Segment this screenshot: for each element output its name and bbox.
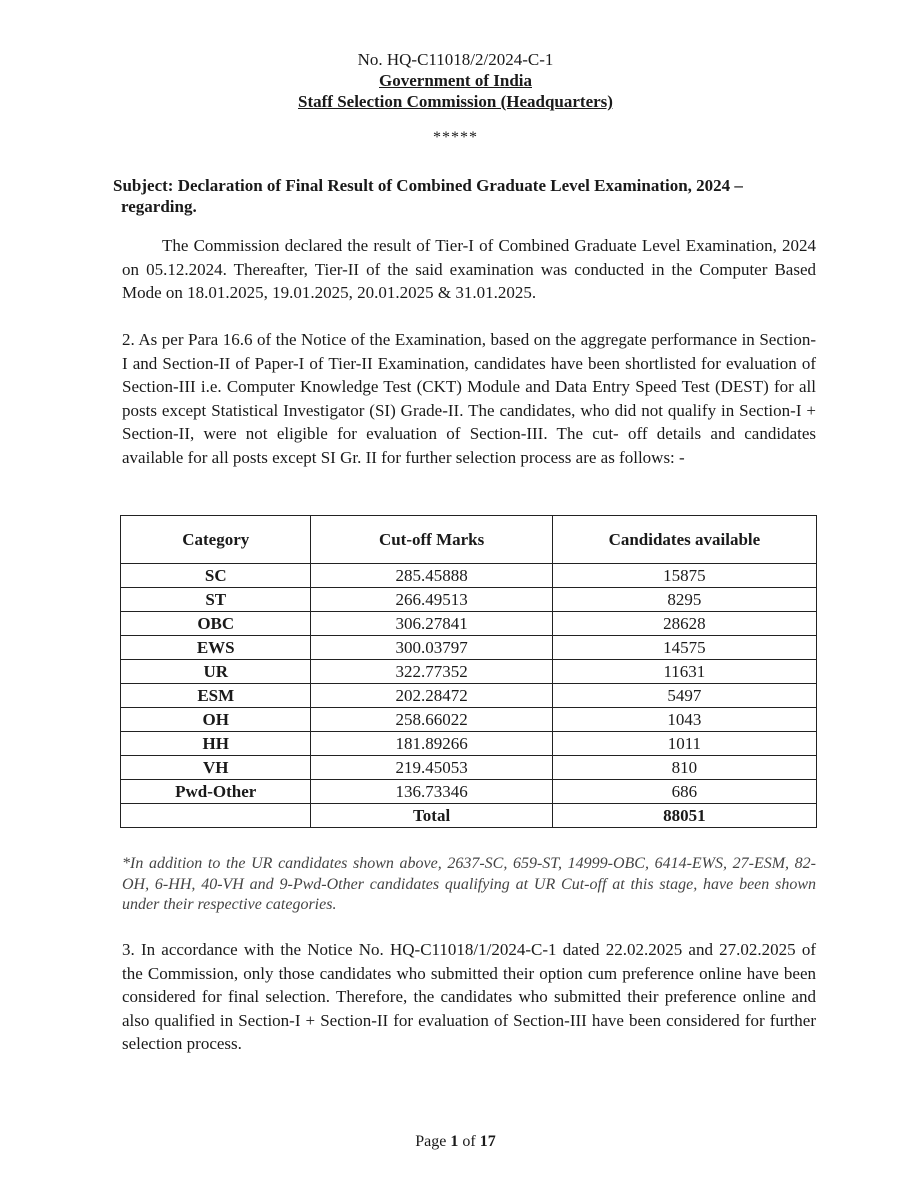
candidates-cell: 810 (552, 756, 816, 780)
subject-line-1: Subject: Declaration of Final Result of Combined Graduate Level Examination, 2024 – (113, 176, 743, 195)
candidates-cell: 5497 (552, 684, 816, 708)
total-empty-cell (121, 804, 311, 828)
table-row (121, 660, 817, 684)
candidates-cell: 1043 (552, 708, 816, 732)
reference-number: No. HQ-C11018/2/2024-C-1 (357, 50, 554, 69)
cutoff-cell: 322.77352 (311, 660, 552, 684)
page-total: 17 (479, 1133, 496, 1150)
category-cell: OH (121, 708, 311, 732)
table-row (121, 588, 817, 612)
cutoff-table (120, 515, 817, 828)
subject-line-2: regarding. (121, 197, 197, 216)
page-of: of (462, 1133, 476, 1150)
footnote: *In addition to the UR candidates shown above, 2637-SC, 659-ST, 14999-OBC, 6414-EWS, 27-ESM, 82-OH, 6-HH, 40-VH and 9-Pwd-Other candidates qualifying at UR Cut-off at this stage, have been shown under their respective categories. (122, 855, 816, 913)
cutoff-cell: 181.89266 (311, 732, 552, 756)
cutoff-cell: 285.45888 (311, 564, 552, 588)
category-cell: OBC (121, 612, 311, 636)
cutoff-cell: 219.45053 (311, 756, 552, 780)
header-category: Category (121, 516, 311, 564)
paragraph-1: The Commission declared the result of Tier-I of Combined Graduate Level Examination, 2024 on 05.12.2024. Thereafter, Tier-II of the said examination was conducted in the Computer Based Mode on 18.01.2025, 19.01.2025, 20.01.2025 & 31.01.2025. (122, 236, 816, 302)
cutoff-cell: 202.28472 (311, 684, 552, 708)
category-cell: ESM (121, 684, 311, 708)
commission-heading: Staff Selection Commission (Headquarters) (298, 92, 613, 111)
cutoff-cell: 266.49513 (311, 588, 552, 612)
candidates-cell: 686 (552, 780, 816, 804)
table-row (121, 636, 817, 660)
header-candidates-available: Candidates available (552, 516, 816, 564)
table-row (121, 708, 817, 732)
table-row (121, 564, 817, 588)
table-row (121, 612, 817, 636)
candidates-cell: 11631 (552, 660, 816, 684)
category-cell: EWS (121, 636, 311, 660)
category-cell: UR (121, 660, 311, 684)
table-row (121, 684, 817, 708)
subject-line (113, 175, 819, 217)
candidates-cell: 8295 (552, 588, 816, 612)
page-current: 1 (450, 1133, 459, 1150)
government-heading: Government of India (379, 71, 532, 90)
candidates-cell: 15875 (552, 564, 816, 588)
total-value-cell: 88051 (552, 804, 816, 828)
cutoff-cell: 136.73346 (311, 780, 552, 804)
separator-stars: ***** (433, 129, 478, 146)
cutoff-cell: 258.66022 (311, 708, 552, 732)
table-row (121, 732, 817, 756)
paragraph-3: 3. In accordance with the Notice No. HQ-C11018/1/2024-C-1 dated 22.02.2025 and 27.02.2025 of the Commission, only those candidates who submitted their option cum preference online have been considered for final selection. Therefore, the candidates who submitted their preference online and also qualified in Section-I + Section-II for evaluation of Section-III have been considered for further selection process. (122, 940, 816, 1053)
cutoff-cell: 300.03797 (311, 636, 552, 660)
category-cell: SC (121, 564, 311, 588)
candidates-cell: 28628 (552, 612, 816, 636)
table-header-row (121, 516, 817, 564)
table-total-row (121, 804, 817, 828)
header-cutoff-marks: Cut-off Marks (311, 516, 552, 564)
total-label-cell: Total (311, 804, 552, 828)
table-row (121, 780, 817, 804)
candidates-cell: 1011 (552, 732, 816, 756)
paragraph-2: 2. As per Para 16.6 of the Notice of the Examination, based on the aggregate performance in Section-I and Section-II of Paper-I of Tier-II Examination, candidates have been shortlisted for evaluation of Section-III i.e. Computer Knowledge Test (CKT) Module and Data Entry Speed Test (DEST) for all posts except Statistical Investigator (SI) Grade-II. The candidates, who did not qualify in Section-I + Section-II, were not eligible for evaluation of Section-III. The cut- off details and candidates available for all posts except SI Gr. II for further selection process are as follows: - (122, 330, 816, 467)
category-cell: HH (121, 732, 311, 756)
category-cell: VH (121, 756, 311, 780)
candidates-cell: 14575 (552, 636, 816, 660)
table-row (121, 756, 817, 780)
page-label: Page (415, 1133, 447, 1150)
category-cell: Pwd-Other (121, 780, 311, 804)
category-cell: ST (121, 588, 311, 612)
cutoff-cell: 306.27841 (311, 612, 552, 636)
page-number (0, 1133, 911, 1151)
